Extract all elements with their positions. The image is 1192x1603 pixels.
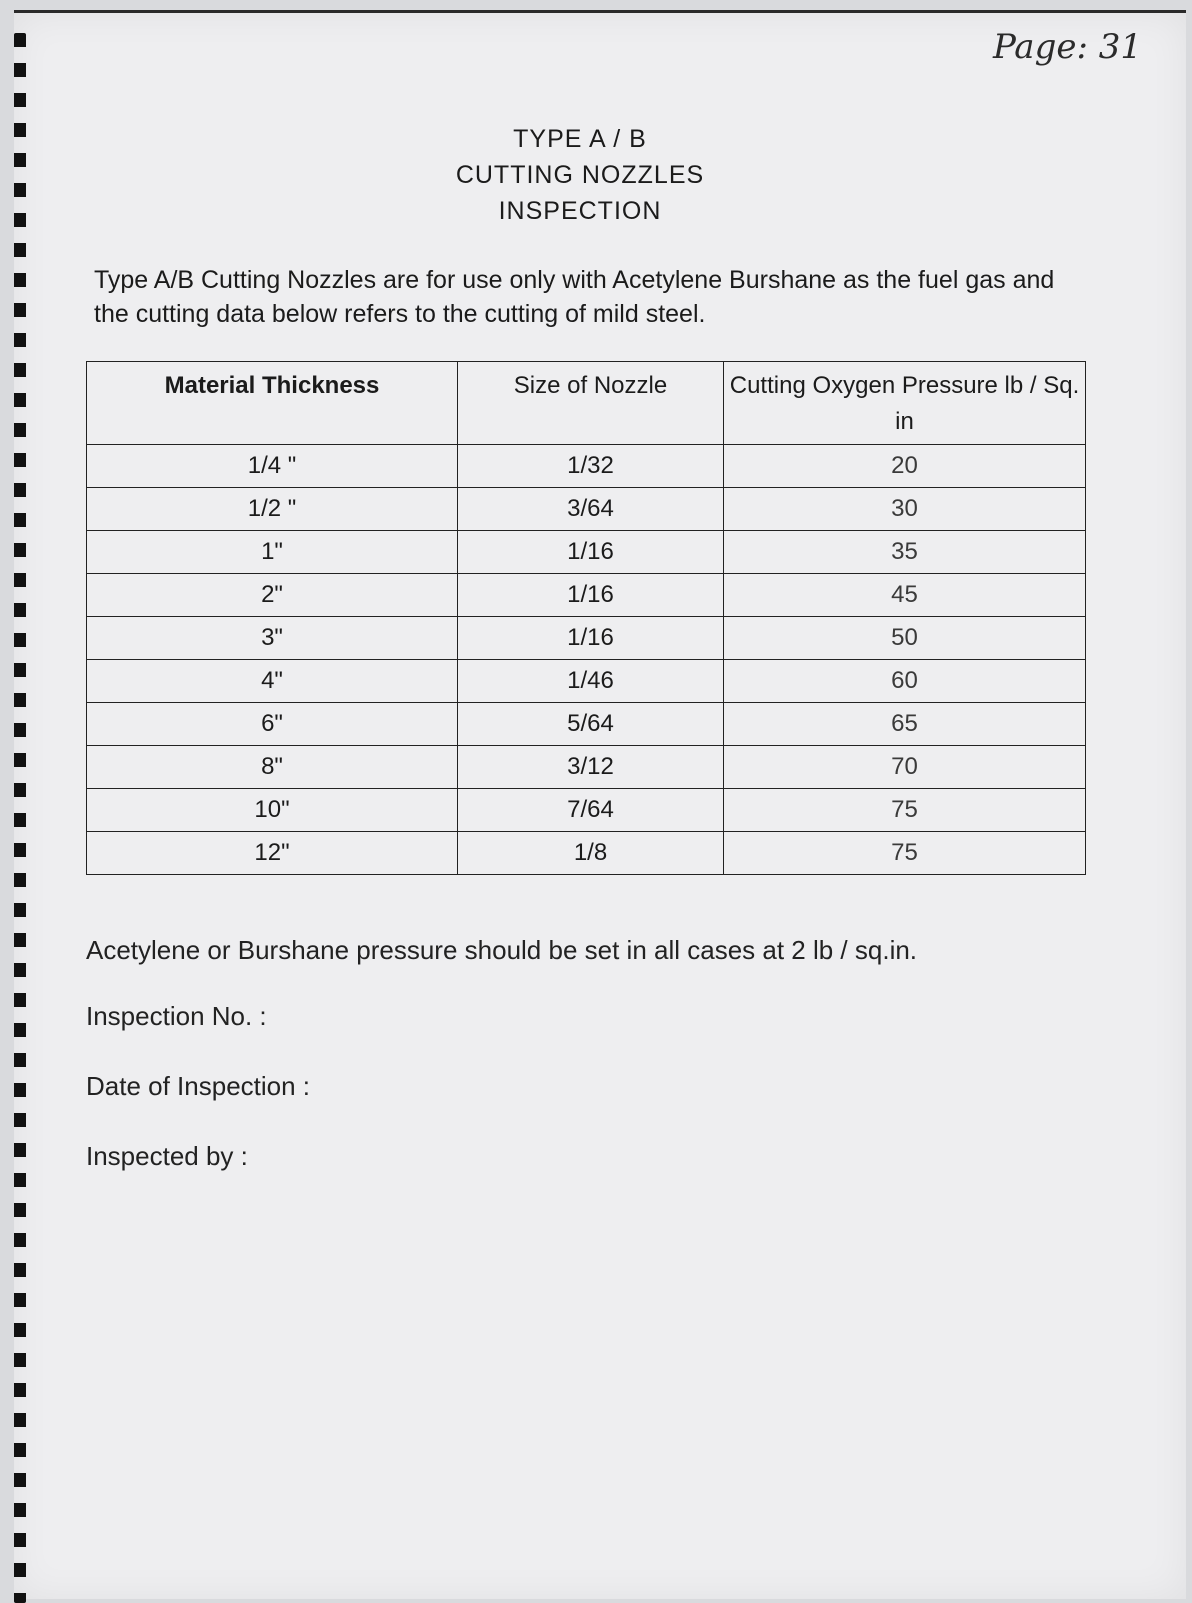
table-row [87,617,1086,660]
cell-material-thickness: 10" [87,789,458,832]
header-nozzle-size: Size of Nozzle [458,362,724,445]
table-header-row [87,362,1086,445]
cell-nozzle-size: 3/64 [458,488,724,531]
title-line-1: TYPE A / B [513,125,647,153]
cell-material-thickness: 6" [87,703,458,746]
inspection-date-label: Date of Inspection : [86,1071,311,1101]
table-row [87,746,1086,789]
page-number: Page: 31 [992,27,1142,67]
title-line-2: CUTTING NOZZLES [455,161,705,189]
cell-material-thickness: 1/2 " [87,488,458,531]
document-title [14,121,1186,229]
cell-material-thickness: 4" [87,660,458,703]
intro-paragraph: Type A/B Cutting Nozzles are for use only with Acetylene Burshane as the fuel gas and the cutting data below refers to the cutting of mild steel. [94,266,1055,328]
table-row [87,445,1086,488]
cell-nozzle-size: 5/64 [458,703,724,746]
cell-nozzle-size: 1/8 [458,832,724,875]
table-row [87,703,1086,746]
pressure-note: Acetylene or Burshane pressure should be set in all cases at 2 lb / sq.in. [86,935,918,965]
cell-material-thickness: 2" [87,574,458,617]
table-row [87,660,1086,703]
header-oxygen-pressure: Cutting Oxygen Pressure lb / Sq. in [724,362,1086,445]
table-row [87,531,1086,574]
cell-oxygen-pressure: 75 [724,789,1086,832]
table-row [87,832,1086,875]
cell-nozzle-size: 1/16 [458,574,724,617]
cell-nozzle-size: 1/16 [458,617,724,660]
table-row [87,789,1086,832]
cell-material-thickness: 1/4 " [87,445,458,488]
table-row [87,574,1086,617]
cell-nozzle-size: 7/64 [458,789,724,832]
cell-material-thickness: 12" [87,832,458,875]
cell-nozzle-size: 1/32 [458,445,724,488]
cell-oxygen-pressure: 30 [724,488,1086,531]
header-material-thickness: Material Thickness [87,362,458,445]
cell-nozzle-size: 3/12 [458,746,724,789]
table-row [87,488,1086,531]
cell-oxygen-pressure: 65 [724,703,1086,746]
cell-oxygen-pressure: 45 [724,574,1086,617]
cell-oxygen-pressure: 20 [724,445,1086,488]
cell-oxygen-pressure: 60 [724,660,1086,703]
cell-material-thickness: 1" [87,531,458,574]
inspected-by-label: Inspected by : [86,1141,248,1171]
cell-nozzle-size: 1/16 [458,531,724,574]
cell-oxygen-pressure: 70 [724,746,1086,789]
cell-oxygen-pressure: 35 [724,531,1086,574]
title-line-3: INSPECTION [498,197,662,225]
document-page [14,10,1186,1599]
spiral-binding [14,33,26,1603]
cell-oxygen-pressure: 75 [724,832,1086,875]
cell-material-thickness: 3" [87,617,458,660]
cell-nozzle-size: 1/46 [458,660,724,703]
cell-oxygen-pressure: 50 [724,617,1086,660]
nozzle-table [86,361,1086,875]
inspection-no-label: Inspection No. : [86,1001,267,1031]
cell-material-thickness: 8" [87,746,458,789]
